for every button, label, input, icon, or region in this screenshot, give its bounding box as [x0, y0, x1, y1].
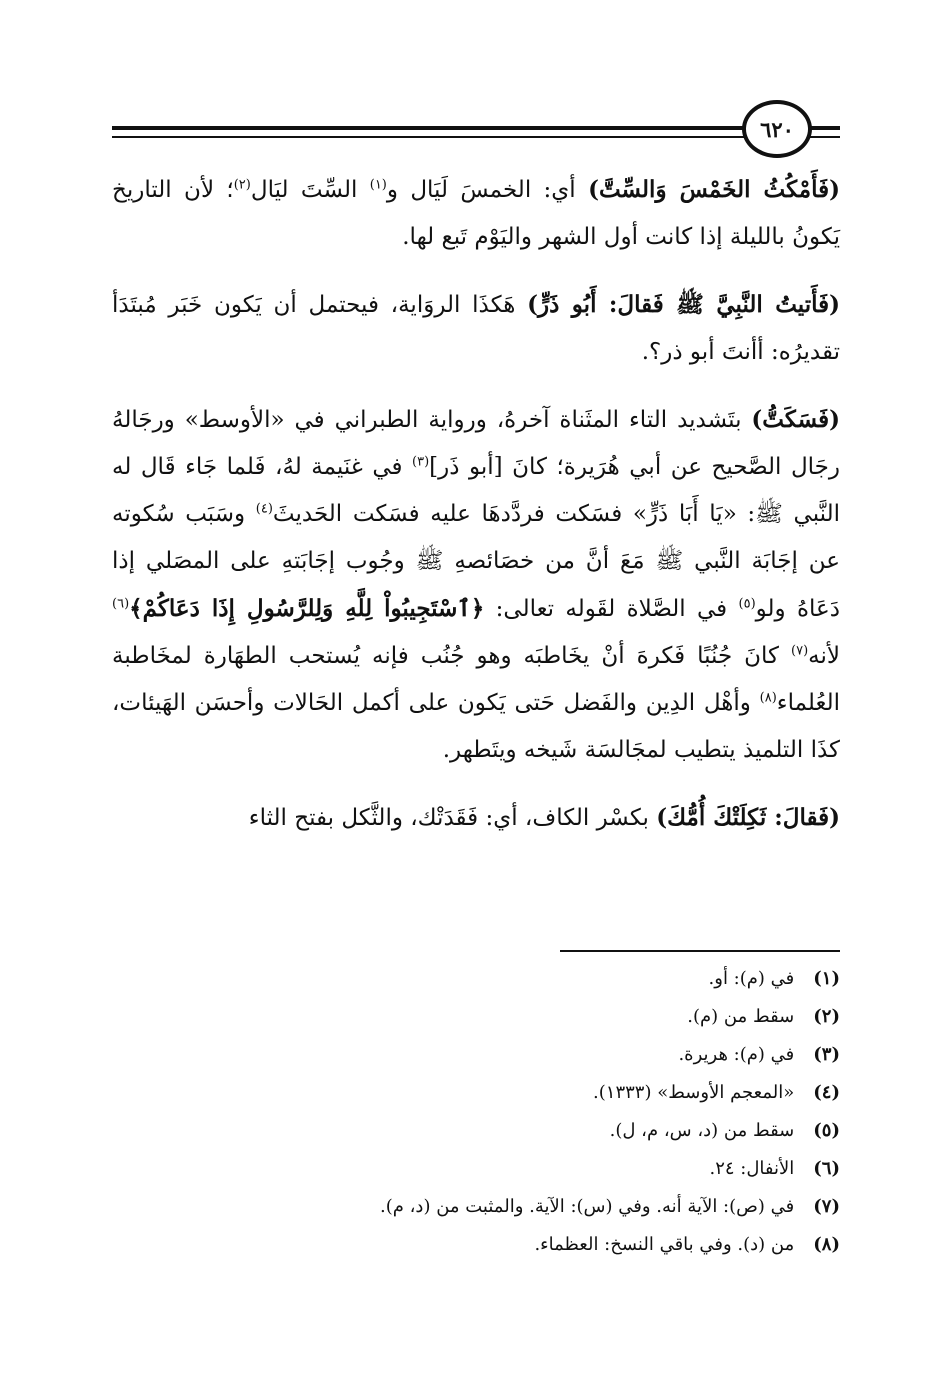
- footnote-text: في (م): أو.: [708, 968, 795, 989]
- paragraph-3: [112, 396, 840, 774]
- footnote-item: [112, 1074, 840, 1112]
- commentary-text: أي: الخمسَ لَيَال و: [386, 177, 589, 203]
- footnote-ref: (٥): [738, 596, 756, 612]
- commentary-text: في الصَّلاة لقَوله تعالى:: [484, 596, 739, 622]
- footnote-text: في (ص): الآية أنه. وفي (س): الآية. والمثبت من (د، م).: [380, 1196, 795, 1217]
- footnote-item: [112, 1112, 840, 1150]
- footnote-number: (٧): [813, 1196, 840, 1217]
- footnote-text: من (د). وفي باقي النسخ: العظماء.: [534, 1234, 795, 1255]
- commentary-text: في غنَيمة لهُ، فَلما جَاء قَال له النَّبي ﷺ: «يَا أَبَا ذَرٍّ» فسَكت فردَّدهَا عليه فسَكت الحَديثَ: [112, 454, 840, 527]
- commentary-text: كانَ جُنُبًا فَكرهَ أنْ يخَاطبَه وهو جُنُب فإنه يُستحب الطهَارة لمخَاطبة العُلماء: [112, 643, 840, 716]
- commentary-text: السِّتَ ليَال: [250, 177, 370, 203]
- commentary-text: بتَشديد التاء المثَناة آخرهُ، ورواية الطبراني في «الأوسط» ورجَالهُ رجَال الصَّحيح عن أبي هُرَيرة؛ كانَ [أبو ذَر]: [112, 407, 840, 480]
- footnote-separator: [560, 950, 840, 952]
- header-rule-thin: [112, 136, 840, 138]
- footnote-number: (٨): [813, 1234, 840, 1255]
- footnote-text: «المعجم الأوسط» (١٣٣٣).: [593, 1082, 795, 1103]
- commentary-text: هَكذَا الروَاية، فيحتمل أن يَكون خَبَر مُبتَدَأ تقديرُه: أأنتَ أبو ذر؟.: [112, 292, 840, 365]
- footnote-ref: (٦): [112, 596, 130, 612]
- footnote-number: (١): [813, 968, 840, 989]
- footnote-text: في (م): هريرة.: [678, 1044, 795, 1065]
- commentary-text: وأهْل الدِين والفَضل حَتى يَكون على أكمل الحَالات وأحسَن الهَيئات، كذَا التلميذ يتطيب لمجَالسَة شَيخه ويتَطهر.: [112, 690, 840, 763]
- commentary-text: بكسْر الكاف، أي: فَقَدَتْك، والثَّكل بفتح الثاء: [248, 805, 657, 831]
- footnote-ref: (٣): [412, 454, 430, 470]
- footnote-item: [112, 998, 840, 1036]
- commentary-text: لأنه: [808, 643, 840, 669]
- lemma: (فَأَمْكُثُ الخَمْسَ وَالسِّتَّ): [588, 176, 840, 203]
- lemma: (فَأَتيتُ النَّبِيَّ ﷺ فَقالَ: أَبُو ذَرٍّ): [527, 291, 840, 318]
- footnote-text: سقط من (د، س، م، ل).: [609, 1120, 795, 1141]
- footnote-ref: (٧): [791, 643, 809, 659]
- footnote-number: (٢): [813, 1006, 840, 1027]
- footnote-number: (٥): [813, 1120, 840, 1141]
- lemma: (فَقالَ: ثَكِلَتْكَ أُمُّكَ): [656, 804, 840, 831]
- footnote-ref: (٤): [255, 501, 273, 517]
- commentary-text: وسَبَب سُكوته عن إجَابَة النَّبي ﷺ مَعَ أنَّ من خصَائصهِ ﷺ وجُوب إجَابَتهِ على المصَلي إذا دَعَاهُ ولو: [112, 501, 840, 622]
- footnotes-list: [112, 960, 840, 1264]
- page-header: [112, 100, 840, 160]
- footnote-ref: (١): [369, 177, 387, 193]
- footnote-number: (٣): [813, 1044, 840, 1065]
- header-rule: [112, 126, 840, 130]
- footnote-number: (٦): [813, 1158, 840, 1179]
- footnote-ref: (٢): [233, 177, 251, 193]
- lemma: (فَسَكَتُّ): [751, 406, 840, 433]
- quran-verse: ﴿ٱسْتَجِيبُواْ لِلَّهِ وَلِلرَّسُولِ إِذَا دَعَاكُمْ﴾: [129, 595, 485, 622]
- footnote-item: [112, 1226, 840, 1264]
- paragraph-2: [112, 281, 840, 376]
- commentary-text: ؛ لأن التاريخ يَكونُ بالليلة إذا كانت أول الشهر واليَوْم تَبع لها.: [112, 177, 840, 250]
- footnote-item: [112, 1150, 840, 1188]
- main-text: [112, 166, 840, 862]
- paragraph-1: [112, 166, 840, 261]
- footnote-ref: (٨): [759, 690, 777, 706]
- footnote-item: [112, 1188, 840, 1226]
- paragraph-4: [112, 794, 840, 842]
- footnote-item: [112, 960, 840, 998]
- footnote-item: [112, 1036, 840, 1074]
- footnote-number: (٤): [813, 1082, 840, 1103]
- footnote-text: الأنفال: ٢٤.: [709, 1158, 795, 1179]
- page-number: ٦٢٠: [742, 100, 812, 158]
- footnote-text: سقط من (م).: [687, 1006, 795, 1027]
